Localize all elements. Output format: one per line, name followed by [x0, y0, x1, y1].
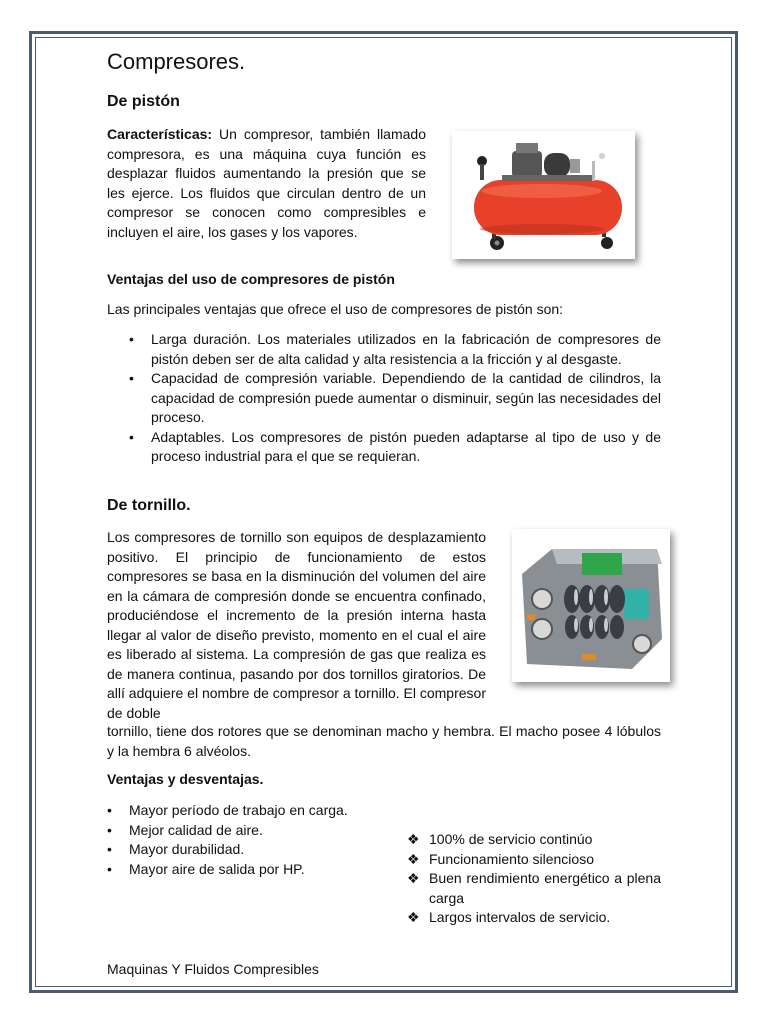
page-footer: Maquinas Y Fluidos Compresibles [107, 961, 319, 977]
heading-piston-advantages: Ventajas del uso de compresores de pistón [107, 271, 395, 287]
bullet-icon: • [107, 821, 112, 838]
screw-advantages-list [107, 801, 409, 879]
bullet-icon: • [129, 428, 134, 445]
list-item: • Mayor aire de salida por HP. [129, 860, 409, 880]
heading-screw-advantages: Ventajas y desventajas. [107, 771, 264, 787]
characteristics-label: Características: [107, 126, 213, 142]
list-item: ❖ Funcionamiento silencioso [429, 850, 661, 870]
characteristics-text: Un compresor, también llamado compresora, es una máquina cuya función es desplazar fluidos aumentando la presión que se les ejerce. Los fluidos que circulan dentro de un compresor se conocen como compresibles e incluyen el aire, los gases y los vapores. [107, 126, 426, 240]
screw-paragraph-wrapped: Los compresores de tornillo son equipos de desplazamiento positivo. El principio de funcionamiento de estos compresores se basa en la disminución del volumen del aire en la cámara de compresión donde se encuentra confinado, produciéndose el incremento de la presión interna hasta llegar al valor de diseño previsto, momento en el cual el aire es liberado al sistema. La compresión de gas que realiza es de manera continua, pasando por dos tornillos giratorios. De allí adquiere el nombre de compresor a tornillo. El compresor de doble [107, 529, 486, 721]
diamond-bullet-icon: ❖ [407, 831, 420, 847]
piston-compressor-image [452, 131, 635, 259]
piston-compressor-illustration [452, 131, 635, 259]
heading-piston: De pistón [107, 93, 180, 110]
screw-features-list [407, 830, 661, 928]
bullet-icon: • [107, 841, 112, 857]
heading-screw: De tornillo. [107, 497, 191, 514]
bullet-icon: • [129, 370, 134, 386]
list-item: ❖ Largos intervalos de servicio. [429, 908, 661, 928]
list-item: • Capacidad de compresión variable. Dependiendo de la cantidad de cilindros, la capacidad de compresión puede aumentar o disminuir, según las necesidades del proceso. [129, 370, 661, 425]
list-item: • Adaptables. Los compresores de pistón pueden adaptarse al tipo de uso y de proceso industrial para el que se requieran. [129, 428, 661, 464]
list-item: ❖ 100% de servicio continúo [429, 830, 661, 850]
screw-compressor-image [512, 529, 670, 682]
advantages-intro: Las principales ventajas que ofrece el uso de compresores de pistón son: [107, 301, 564, 317]
page-title: Compresores. [107, 49, 246, 74]
list-item: • Larga duración. Los materiales utilizados en la fabricación de compresores de pistón deben ser de alta calidad y alta resistencia a la fricción y al desgaste. [129, 331, 661, 367]
bullet-icon: • [129, 331, 134, 347]
diamond-bullet-icon: ❖ [407, 909, 420, 925]
piston-advantages-list [129, 330, 661, 467]
screw-paragraph-full: tornillo, tiene dos rotores que se denominan macho y hembra. El macho posee 4 lóbulos y la hembra 6 alvéolos. [107, 723, 661, 759]
list-item: ❖ Buen rendimiento energético a plena carga [407, 870, 661, 906]
diamond-bullet-icon: ❖ [407, 870, 420, 886]
diamond-bullet-icon: ❖ [407, 850, 420, 867]
list-item: • Mayor durabilidad. [129, 840, 409, 860]
list-item: • Mejor calidad de aire. [129, 821, 409, 841]
bullet-icon: • [107, 860, 112, 877]
screw-compressor-illustration [512, 529, 670, 682]
characteristics-paragraph [107, 125, 426, 242]
list-item: • Mayor período de trabajo en carga. [129, 801, 409, 821]
bullet-icon: • [107, 802, 112, 818]
